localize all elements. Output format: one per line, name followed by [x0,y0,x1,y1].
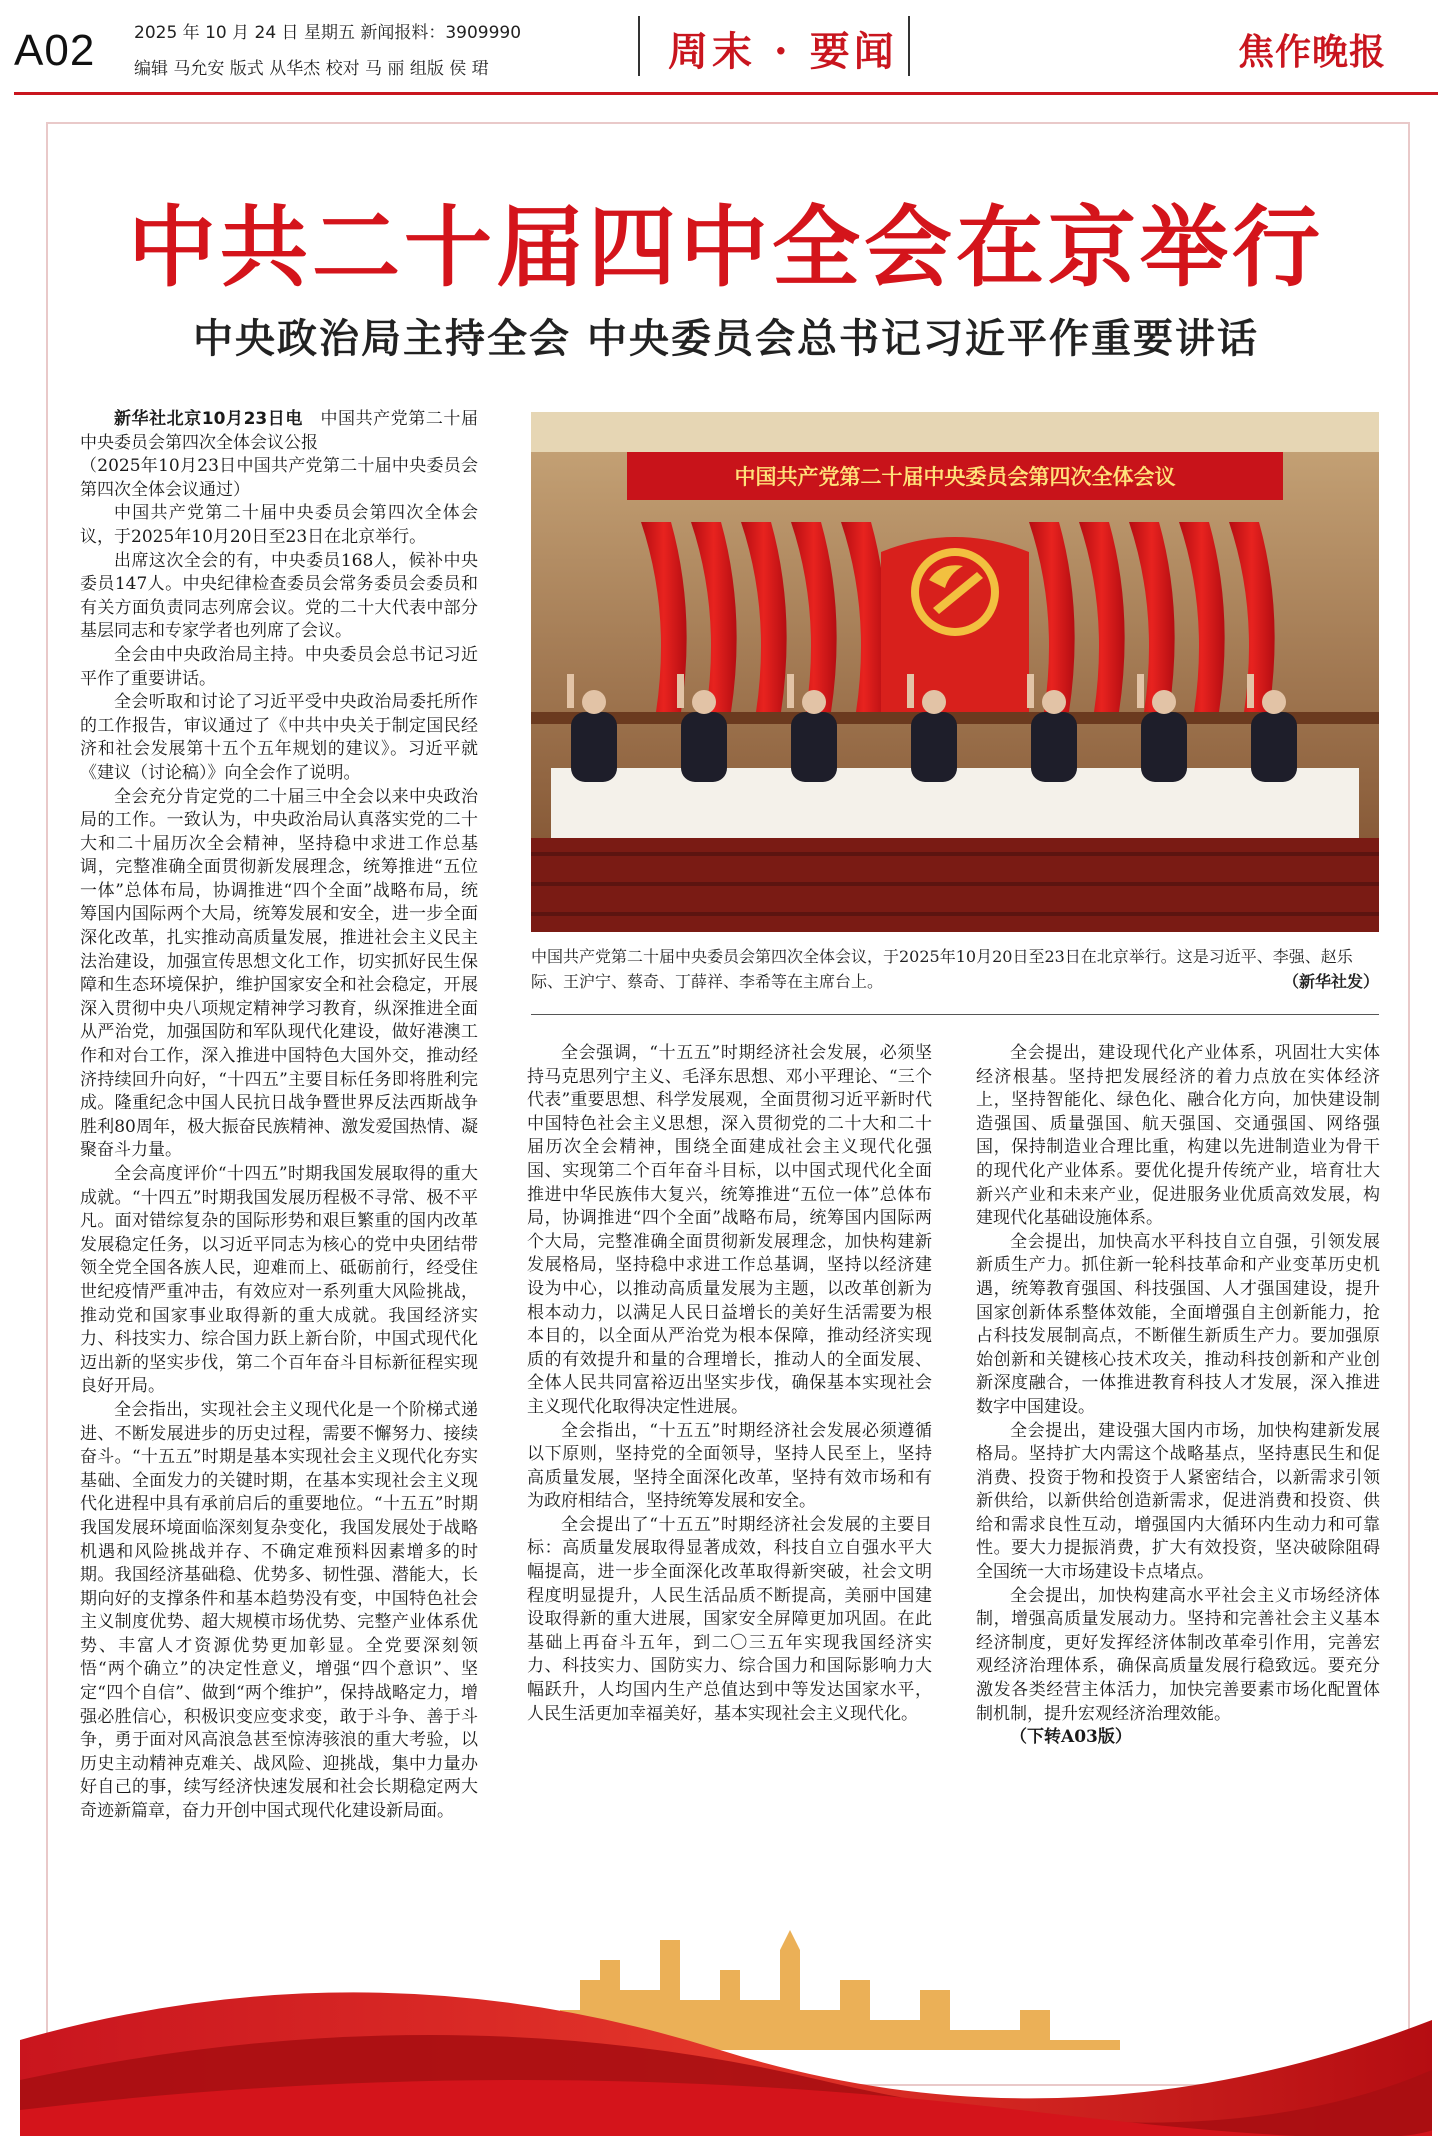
paragraph: 全会强调，“十五五”时期经济社会发展，必须坚持马克思列宁主义、毛泽东思想、邓小平理论、“三个代表”重要思想、科学发展观，全面贯彻习近平新时代中国特色社会主义思想，深入贯彻党的二十大和二十届历次全会精神，围绕全面建成社会主义现代化强国、实现第二个百年奋斗目标，以中国式现代化全面推进中华民族伟大复兴，统筹推进“五位一体”总体布局，协调推进“四个全面”战略布局，统筹国内国际两个大局，完整准确全面贯彻新发展理念，加快构建新发展格局，坚持稳中求进工作总基调，坚持以经济建设为中心，以推动高质量发展为主题，以改革创新为根本动力，以满足人民日益增长的美好生活需要为根本目的，以全面从严治党为根本保障，推动经济实现质的有效提升和量的合理增长，推动人的全面发展、全体人民共同富裕迈出坚实步伐，确保基本实现社会主义现代化取得决定性进展。 [527,1043,932,1417]
decorative-skyline [20,1900,1432,2136]
masthead [0,0,1452,90]
section-title: 周末 · 要闻 [668,28,898,75]
paragraph: 全会指出，“十五五”时期经济社会发展必须遵循以下原则，坚持党的全面领导，坚持人民至上，坚持高质量发展，坚持全面深化改革，坚持有效市场和有为政府相结合，坚持统筹发展和安全。 [527,1420,932,1512]
paragraph: 全会提出了“十五五”时期经济社会发展的主要目标：高质量发展取得显著成效，科技自立自强水平大幅提高，进一步全面深化改革取得新突破，社会文明程度明显提升，人民生活品质不断提高，美丽中国建设取得新的重大进展，国家安全屏障更加巩固。在此基础上再奋斗五年，到二〇三五年实现我国经济实力、科技实力、国防实力、综合国力和国际影响力大幅跃升，人均国内生产总值达到中等发达国家水平，人民生活更加幸福美好，基本实现社会主义现代化。 [527,1514,932,1724]
divider [908,16,910,76]
subheadline: 中央政治局主持全会 中央委员会总书记习近平作重要讲话 [193,316,1259,362]
newspaper-logo-text: 焦作晚报 [1238,32,1387,73]
paragraph: 出席这次全会的有，中央委员168人，候补中央委员147人。中央纪律检查委员会常务委员会委员和有关方面负责同志列席会议。党的二十大代表中部分基层同志和专家学者也列席了会议。 [80,550,478,642]
caption-text: 中国共产党第二十届中央委员会第四次全体会议，于2025年10月20日至23日在北京举行。这是习近平、李强、赵乐际、王沪宁、蔡奇、丁薛祥、李希等在主席台上。 [531,947,1353,991]
paragraph: 全会提出，建设强大国内市场，加快构建新发展格局。坚持扩大内需这个战略基点，坚持惠民生和促消费、投资于物和投资于人紧密结合，以新需求引领新供给，以新供给创造新需求，促进消费和投资、供给和需求良性互动，增强国内大循环内生动力和可靠性。要大力提振消费，扩大有效投资，坚决破除阻碍全国统一大市场建设卡点堵点。 [976,1420,1380,1583]
paragraph: 全会由中央政治局主持。中央委员会总书记习近平作了重要讲话。 [80,644,478,689]
session-photo [531,412,1379,932]
article-column-2 [527,1042,932,1890]
date-line: 2025 年 10 月 24 日 星期五 新闻报料：3909990 [134,23,522,43]
headline: 中共二十届四中全会在京举行 [127,196,1324,299]
continued-note: （下转A03版） [1010,1727,1132,1748]
page-number: A02 [14,26,96,75]
paragraph: 中国共产党第二十届中央委员会第四次全体会议公报 [80,409,478,453]
masthead-rule [14,92,1438,95]
paragraph: 全会充分肯定党的二十届三中全会以来中央政治局的工作。一致认为，中央政治局认真落实党的二十大和二十届历次全会精神，坚持稳中求进工作总基调，完整准确全面贯彻新发展理念，统筹推进“五位一体”总体布局，协调推进“四个全面”战略布局，统筹国内国际两个大局，统筹发展和安全，进一步全面深化改革，扎实推动高质量发展，推进社会主义民主法治建设，加强宣传思想文化工作，切实抓好民生保障和生态环境保护，维护国家安全和社会稳定，开展深入贯彻中央八项规定精神学习教育，纵深推进全面从严治党，加强国防和军队现代化建设，做好港澳工作和对台工作，深入推进中国特色大国外交，推动经济持续回升向好，“十四五”主要目标任务即将胜利完成。隆重纪念中国人民抗日战争暨世界反法西斯战争胜利80周年，极大振奋民族精神、激发爱国热情、凝聚奋斗力量。 [80,786,478,1161]
paragraph: （2025年10月23日中国共产党第二十届中央委员会第四次全体会议通过） [80,456,478,500]
paragraph: 全会提出，建设现代化产业体系，巩固壮大实体经济根基。坚持把发展经济的着力点放在实体经济上，坚持智能化、绿色化、融合化方向，加快建设制造强国、质量强国、航天强国、交通强国、网络强国，保持制造业合理比重，构建以先进制造业为骨干的现代化产业体系。要优化提升传统产业，培育壮大新兴产业和未来产业，促进服务业优质高效发展，构建现代化基础设施体系。 [976,1043,1380,1229]
paragraph: 全会指出，实现社会主义现代化是一个阶梯式递进、不断发展进步的历史过程，需要不懈努力、接续奋斗。“十五五”时期是基本实现社会主义现代化夯实基础、全面发力的关键时期，在基本实现社会主义现代化进程中具有承前启后的重要地位。“十五五”时期我国发展环境面临深刻复杂变化，我国发展处于战略机遇和风险挑战并存、不确定难预料因素增多的时期。我国经济基础稳、优势多、韧性强、潜能大，长期向好的支撑条件和基本趋势没有变，中国特色社会主义制度优势、超大规模市场优势、完整产业体系优势、丰富人才资源优势更加彰显。全党要深刻领悟“两个确立”的决定性意义，增强“四个意识”、坚定“四个自信”、做到“两个维护”，保持战略定力，增强必胜信心，积极识变应变求变，敢于斗争、善于斗争，勇于面对风高浪急甚至惊涛骇浪的重大考验，以历史主动精神克难关、战风险、迎挑战，集中力量办好自己的事，续写经济快速发展和社会长期稳定两大奇迹新篇章，奋力开创中国式现代化建设新局面。 [80,1399,478,1822]
paragraph: 全会提出，加快构建高水平社会主义市场经济体制，增强高质量发展动力。坚持和完善社会主义基本经济制度，更好发挥经济体制改革牵引作用，完善宏观经济治理体系，确保高质量发展行稳致远。要充分激发各类经营主体活力，加快完善要素市场化配置体制机制，提升宏观经济治理效能。 [976,1585,1380,1724]
article-column-3 [976,1042,1380,1842]
photo-caption [531,944,1379,994]
paragraph: 全会高度评价“十四五”时期我国发展取得的重大成就。“十四五”时期我国发展历程极不寻常、极不平凡。面对错综复杂的国际形势和艰巨繁重的国内改革发展稳定任务，以习近平同志为核心的党中央团结带领全党全国各族人民，迎难而上、砥砺前行，经受住世纪疫情严重冲击，有效应对一系列重大风险挑战，推动党和国家事业取得新的重大成就。我国经济实力、科技实力、综合国力跃上新台阶，中国式现代化迈出新的坚实步伐，第二个百年奋斗目标新征程实现良好开局。 [80,1164,478,1397]
divider [531,1014,1379,1015]
paragraph: 中国共产党第二十届中央委员会第四次全体会议，于2025年10月20日至23日在北京举行。 [80,503,478,547]
divider [638,16,640,76]
paragraph: 全会提出，加快高水平科技自立自强，引领发展新质生产力。抓住新一轮科技革命和产业变革历史机遇，统筹教育强国、科技强国、人才强国建设，提升国家创新体系整体效能，全面增强自主创新能力，抢占科技发展制高点，不断催生新质生产力。要加强原始创新和关键核心技术攻关，推动科技创新和产业创新深度融合，一体推进教育科技人才发展，深入推进数字中国建设。 [976,1231,1380,1417]
party-emblem-icon [911,548,999,636]
banner-text: 中国共产党第二十届中央委员会第四次全体会议 [734,465,1176,489]
newspaper-logo [1238,24,1386,75]
article-column-1 [80,408,478,1884]
photo-credit: （新华社发） [1282,972,1379,991]
paragraph: 全会听取和讨论了习近平受中央政治局委托所作的工作报告，审议通过了《中共中央关于制定国民经济和社会发展第十五个五年规划的建议》。习近平就《建议（讨论稿）》向全会作了说明。 [80,692,478,783]
staff-line: 编辑 马允安 版式 从华杰 校对 马 丽 组版 侯 珺 [134,59,489,79]
dateline: 新华社北京10月23日电 [114,409,303,429]
